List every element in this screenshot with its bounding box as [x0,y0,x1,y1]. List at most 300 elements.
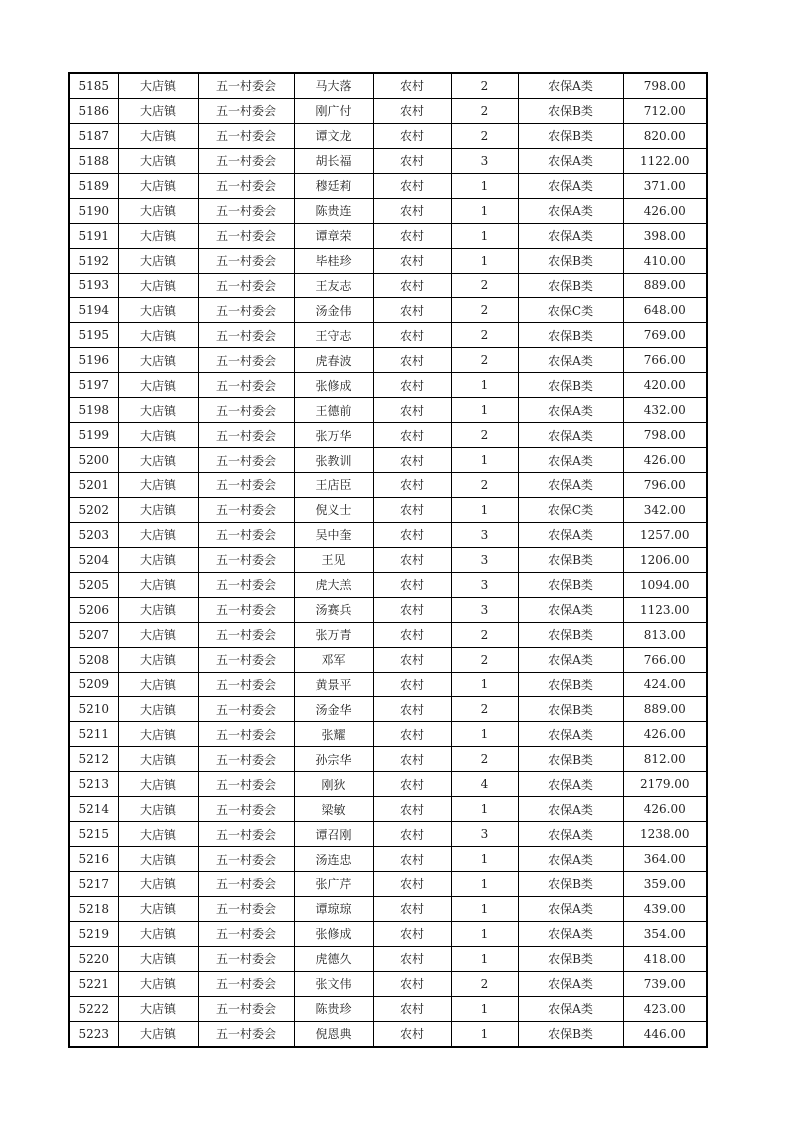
family-size-cell: 2 [451,971,518,996]
village-cell: 五一村委会 [198,797,294,822]
family-size-cell: 3 [451,522,518,547]
row-number-cell: 5216 [69,847,118,872]
family-size-cell: 1 [451,847,518,872]
amount-cell: 2179.00 [623,772,707,797]
family-size-cell: 3 [451,822,518,847]
name-cell: 马大落 [294,73,373,98]
amount-cell: 796.00 [623,473,707,498]
insurance-category-cell: 农保A类 [518,348,623,373]
amount-cell: 712.00 [623,98,707,123]
village-cell: 五一村委会 [198,473,294,498]
insurance-category-cell: 农保A类 [518,847,623,872]
insurance-category-cell: 农保B类 [518,672,623,697]
table-row [69,497,707,522]
town-cell: 大店镇 [118,971,198,996]
family-size-cell: 3 [451,148,518,173]
household-type-cell: 农村 [373,248,451,273]
table-row [69,348,707,373]
name-cell: 孙宗华 [294,747,373,772]
name-cell: 王守志 [294,323,373,348]
name-cell: 王店臣 [294,473,373,498]
name-cell: 黄景平 [294,672,373,697]
table-row [69,198,707,223]
row-number-cell: 5210 [69,697,118,722]
table-row [69,223,707,248]
amount-cell: 813.00 [623,622,707,647]
name-cell: 谭章荣 [294,223,373,248]
town-cell: 大店镇 [118,398,198,423]
row-number-cell: 5208 [69,647,118,672]
insurance-category-cell: 农保B类 [518,946,623,971]
insurance-category-cell: 农保B类 [518,123,623,148]
village-cell: 五一村委会 [198,847,294,872]
benefit-table [68,72,708,1048]
household-type-cell: 农村 [373,996,451,1021]
village-cell: 五一村委会 [198,772,294,797]
row-number-cell: 5185 [69,73,118,98]
family-size-cell: 2 [451,423,518,448]
town-cell: 大店镇 [118,847,198,872]
name-cell: 王德前 [294,398,373,423]
name-cell: 梁敏 [294,797,373,822]
household-type-cell: 农村 [373,946,451,971]
household-type-cell: 农村 [373,822,451,847]
row-number-cell: 5219 [69,921,118,946]
amount-cell: 648.00 [623,298,707,323]
name-cell: 胡长福 [294,148,373,173]
town-cell: 大店镇 [118,996,198,1021]
amount-cell: 1123.00 [623,597,707,622]
household-type-cell: 农村 [373,572,451,597]
insurance-category-cell: 农保B类 [518,98,623,123]
household-type-cell: 农村 [373,98,451,123]
town-cell: 大店镇 [118,273,198,298]
family-size-cell: 2 [451,98,518,123]
name-cell: 虎大羔 [294,572,373,597]
row-number-cell: 5209 [69,672,118,697]
household-type-cell: 农村 [373,697,451,722]
table-row [69,647,707,672]
village-cell: 五一村委会 [198,448,294,473]
village-cell: 五一村委会 [198,522,294,547]
village-cell: 五一村委会 [198,273,294,298]
table-row [69,98,707,123]
name-cell: 王见 [294,547,373,572]
amount-cell: 426.00 [623,448,707,473]
insurance-category-cell: 农保A类 [518,971,623,996]
name-cell: 吴中奎 [294,522,373,547]
amount-cell: 889.00 [623,273,707,298]
row-number-cell: 5223 [69,1021,118,1046]
family-size-cell: 1 [451,398,518,423]
town-cell: 大店镇 [118,73,198,98]
family-size-cell: 2 [451,622,518,647]
village-cell: 五一村委会 [198,198,294,223]
row-number-cell: 5221 [69,971,118,996]
table-row [69,697,707,722]
insurance-category-cell: 农保B类 [518,323,623,348]
table-body [69,73,707,1047]
family-size-cell: 1 [451,497,518,522]
amount-cell: 820.00 [623,123,707,148]
table-row [69,896,707,921]
town-cell: 大店镇 [118,946,198,971]
amount-cell: 410.00 [623,248,707,273]
row-number-cell: 5194 [69,298,118,323]
family-size-cell: 3 [451,597,518,622]
row-number-cell: 5207 [69,622,118,647]
insurance-category-cell: 农保A类 [518,223,623,248]
household-type-cell: 农村 [373,1021,451,1046]
household-type-cell: 农村 [373,223,451,248]
row-number-cell: 5189 [69,173,118,198]
village-cell: 五一村委会 [198,872,294,897]
household-type-cell: 农村 [373,547,451,572]
household-type-cell: 农村 [373,473,451,498]
amount-cell: 418.00 [623,946,707,971]
amount-cell: 1206.00 [623,547,707,572]
family-size-cell: 2 [451,473,518,498]
insurance-category-cell: 农保B类 [518,622,623,647]
insurance-category-cell: 农保A类 [518,921,623,946]
table-row [69,797,707,822]
village-cell: 五一村委会 [198,747,294,772]
table-row [69,547,707,572]
amount-cell: 423.00 [623,996,707,1021]
household-type-cell: 农村 [373,173,451,198]
name-cell: 陈贵珍 [294,996,373,1021]
amount-cell: 446.00 [623,1021,707,1046]
amount-cell: 798.00 [623,423,707,448]
row-number-cell: 5218 [69,896,118,921]
name-cell: 谭召刚 [294,822,373,847]
name-cell: 虎春波 [294,348,373,373]
row-number-cell: 5193 [69,273,118,298]
town-cell: 大店镇 [118,1021,198,1046]
amount-cell: 371.00 [623,173,707,198]
family-size-cell: 2 [451,697,518,722]
table-row [69,872,707,897]
insurance-category-cell: 农保B类 [518,1021,623,1046]
town-cell: 大店镇 [118,423,198,448]
family-size-cell: 1 [451,248,518,273]
insurance-category-cell: 农保B类 [518,547,623,572]
insurance-category-cell: 农保A类 [518,173,623,198]
insurance-category-cell: 农保B类 [518,747,623,772]
row-number-cell: 5213 [69,772,118,797]
row-number-cell: 5214 [69,797,118,822]
amount-cell: 426.00 [623,722,707,747]
name-cell: 张文伟 [294,971,373,996]
village-cell: 五一村委会 [198,98,294,123]
town-cell: 大店镇 [118,298,198,323]
name-cell: 汤赛兵 [294,597,373,622]
family-size-cell: 1 [451,223,518,248]
table-row [69,522,707,547]
amount-cell: 766.00 [623,348,707,373]
row-number-cell: 5206 [69,597,118,622]
town-cell: 大店镇 [118,622,198,647]
town-cell: 大店镇 [118,198,198,223]
village-cell: 五一村委会 [198,597,294,622]
village-cell: 五一村委会 [198,223,294,248]
row-number-cell: 5198 [69,398,118,423]
table-row [69,248,707,273]
household-type-cell: 农村 [373,323,451,348]
row-number-cell: 5190 [69,198,118,223]
town-cell: 大店镇 [118,373,198,398]
household-type-cell: 农村 [373,622,451,647]
household-type-cell: 农村 [373,971,451,996]
insurance-category-cell: 农保C类 [518,298,623,323]
table-row [69,971,707,996]
name-cell: 刚狄 [294,772,373,797]
village-cell: 五一村委会 [198,398,294,423]
name-cell: 王友志 [294,273,373,298]
insurance-category-cell: 农保C类 [518,497,623,522]
household-type-cell: 农村 [373,672,451,697]
amount-cell: 1257.00 [623,522,707,547]
amount-cell: 439.00 [623,896,707,921]
name-cell: 谭琼琼 [294,896,373,921]
table-row [69,373,707,398]
town-cell: 大店镇 [118,647,198,672]
insurance-category-cell: 农保A类 [518,797,623,822]
insurance-category-cell: 农保A类 [518,148,623,173]
village-cell: 五一村委会 [198,348,294,373]
table-row [69,747,707,772]
household-type-cell: 农村 [373,772,451,797]
village-cell: 五一村委会 [198,248,294,273]
table-row [69,597,707,622]
family-size-cell: 1 [451,198,518,223]
name-cell: 陈贵连 [294,198,373,223]
family-size-cell: 3 [451,572,518,597]
table-row [69,722,707,747]
town-cell: 大店镇 [118,747,198,772]
name-cell: 邓军 [294,647,373,672]
insurance-category-cell: 农保A类 [518,398,623,423]
amount-cell: 1122.00 [623,148,707,173]
household-type-cell: 农村 [373,198,451,223]
row-number-cell: 5187 [69,123,118,148]
insurance-category-cell: 农保B类 [518,373,623,398]
household-type-cell: 农村 [373,597,451,622]
family-size-cell: 1 [451,722,518,747]
family-size-cell: 1 [451,672,518,697]
table-row [69,423,707,448]
family-size-cell: 2 [451,323,518,348]
amount-cell: 1238.00 [623,822,707,847]
town-cell: 大店镇 [118,547,198,572]
amount-cell: 889.00 [623,697,707,722]
town-cell: 大店镇 [118,223,198,248]
amount-cell: 398.00 [623,223,707,248]
insurance-category-cell: 农保B类 [518,248,623,273]
amount-cell: 426.00 [623,198,707,223]
town-cell: 大店镇 [118,348,198,373]
town-cell: 大店镇 [118,123,198,148]
town-cell: 大店镇 [118,323,198,348]
household-type-cell: 农村 [373,921,451,946]
insurance-category-cell: 农保A类 [518,473,623,498]
household-type-cell: 农村 [373,896,451,921]
household-type-cell: 农村 [373,448,451,473]
village-cell: 五一村委会 [198,697,294,722]
name-cell: 张耀 [294,722,373,747]
family-size-cell: 1 [451,996,518,1021]
household-type-cell: 农村 [373,348,451,373]
town-cell: 大店镇 [118,497,198,522]
village-cell: 五一村委会 [198,622,294,647]
family-size-cell: 1 [451,946,518,971]
village-cell: 五一村委会 [198,921,294,946]
village-cell: 五一村委会 [198,373,294,398]
village-cell: 五一村委会 [198,123,294,148]
row-number-cell: 5196 [69,348,118,373]
insurance-category-cell: 农保A类 [518,647,623,672]
town-cell: 大店镇 [118,148,198,173]
family-size-cell: 1 [451,921,518,946]
household-type-cell: 农村 [373,298,451,323]
amount-cell: 739.00 [623,971,707,996]
name-cell: 张万青 [294,622,373,647]
household-type-cell: 农村 [373,398,451,423]
row-number-cell: 5212 [69,747,118,772]
table-row [69,273,707,298]
village-cell: 五一村委会 [198,672,294,697]
village-cell: 五一村委会 [198,148,294,173]
village-cell: 五一村委会 [198,572,294,597]
town-cell: 大店镇 [118,722,198,747]
family-size-cell: 1 [451,373,518,398]
name-cell: 汤金伟 [294,298,373,323]
household-type-cell: 农村 [373,847,451,872]
name-cell: 穆廷莉 [294,173,373,198]
amount-cell: 812.00 [623,747,707,772]
name-cell: 谭文龙 [294,123,373,148]
row-number-cell: 5186 [69,98,118,123]
household-type-cell: 农村 [373,373,451,398]
table-row [69,822,707,847]
village-cell: 五一村委会 [198,298,294,323]
village-cell: 五一村委会 [198,497,294,522]
amount-cell: 424.00 [623,672,707,697]
table-row [69,1021,707,1046]
table-row [69,323,707,348]
household-type-cell: 农村 [373,747,451,772]
town-cell: 大店镇 [118,173,198,198]
row-number-cell: 5205 [69,572,118,597]
row-number-cell: 5211 [69,722,118,747]
village-cell: 五一村委会 [198,1021,294,1046]
town-cell: 大店镇 [118,797,198,822]
insurance-category-cell: 农保A类 [518,772,623,797]
family-size-cell: 2 [451,647,518,672]
village-cell: 五一村委会 [198,647,294,672]
table-row [69,946,707,971]
town-cell: 大店镇 [118,473,198,498]
insurance-category-cell: 农保B类 [518,572,623,597]
table-row [69,298,707,323]
row-number-cell: 5217 [69,872,118,897]
row-number-cell: 5204 [69,547,118,572]
table-row [69,148,707,173]
table-row [69,448,707,473]
insurance-category-cell: 农保A类 [518,996,623,1021]
name-cell: 汤连忠 [294,847,373,872]
village-cell: 五一村委会 [198,722,294,747]
household-type-cell: 农村 [373,273,451,298]
family-size-cell: 1 [451,1021,518,1046]
amount-cell: 432.00 [623,398,707,423]
family-size-cell: 2 [451,273,518,298]
amount-cell: 766.00 [623,647,707,672]
insurance-category-cell: 农保A类 [518,896,623,921]
town-cell: 大店镇 [118,772,198,797]
family-size-cell: 2 [451,747,518,772]
household-type-cell: 农村 [373,797,451,822]
table-row [69,622,707,647]
table-row [69,473,707,498]
household-type-cell: 农村 [373,872,451,897]
row-number-cell: 5192 [69,248,118,273]
insurance-category-cell: 农保A类 [518,522,623,547]
name-cell: 张万华 [294,423,373,448]
household-type-cell: 农村 [373,722,451,747]
village-cell: 五一村委会 [198,73,294,98]
town-cell: 大店镇 [118,921,198,946]
insurance-category-cell: 农保A类 [518,198,623,223]
family-size-cell: 2 [451,348,518,373]
amount-cell: 420.00 [623,373,707,398]
row-number-cell: 5200 [69,448,118,473]
table-row [69,996,707,1021]
household-type-cell: 农村 [373,423,451,448]
village-cell: 五一村委会 [198,173,294,198]
family-size-cell: 3 [451,547,518,572]
family-size-cell: 2 [451,123,518,148]
village-cell: 五一村委会 [198,996,294,1021]
insurance-category-cell: 农保B类 [518,697,623,722]
town-cell: 大店镇 [118,248,198,273]
name-cell: 毕桂珍 [294,248,373,273]
family-size-cell: 1 [451,872,518,897]
family-size-cell: 1 [451,797,518,822]
household-type-cell: 农村 [373,148,451,173]
village-cell: 五一村委会 [198,547,294,572]
town-cell: 大店镇 [118,697,198,722]
amount-cell: 1094.00 [623,572,707,597]
village-cell: 五一村委会 [198,423,294,448]
family-size-cell: 1 [451,448,518,473]
family-size-cell: 1 [451,173,518,198]
town-cell: 大店镇 [118,448,198,473]
row-number-cell: 5220 [69,946,118,971]
village-cell: 五一村委会 [198,323,294,348]
table-row [69,847,707,872]
name-cell: 倪义士 [294,497,373,522]
row-number-cell: 5188 [69,148,118,173]
family-size-cell: 2 [451,298,518,323]
table-row [69,173,707,198]
insurance-category-cell: 农保A类 [518,423,623,448]
name-cell: 张教训 [294,448,373,473]
name-cell: 张修成 [294,373,373,398]
insurance-category-cell: 农保B类 [518,273,623,298]
insurance-category-cell: 农保A类 [518,73,623,98]
insurance-category-cell: 农保A类 [518,722,623,747]
